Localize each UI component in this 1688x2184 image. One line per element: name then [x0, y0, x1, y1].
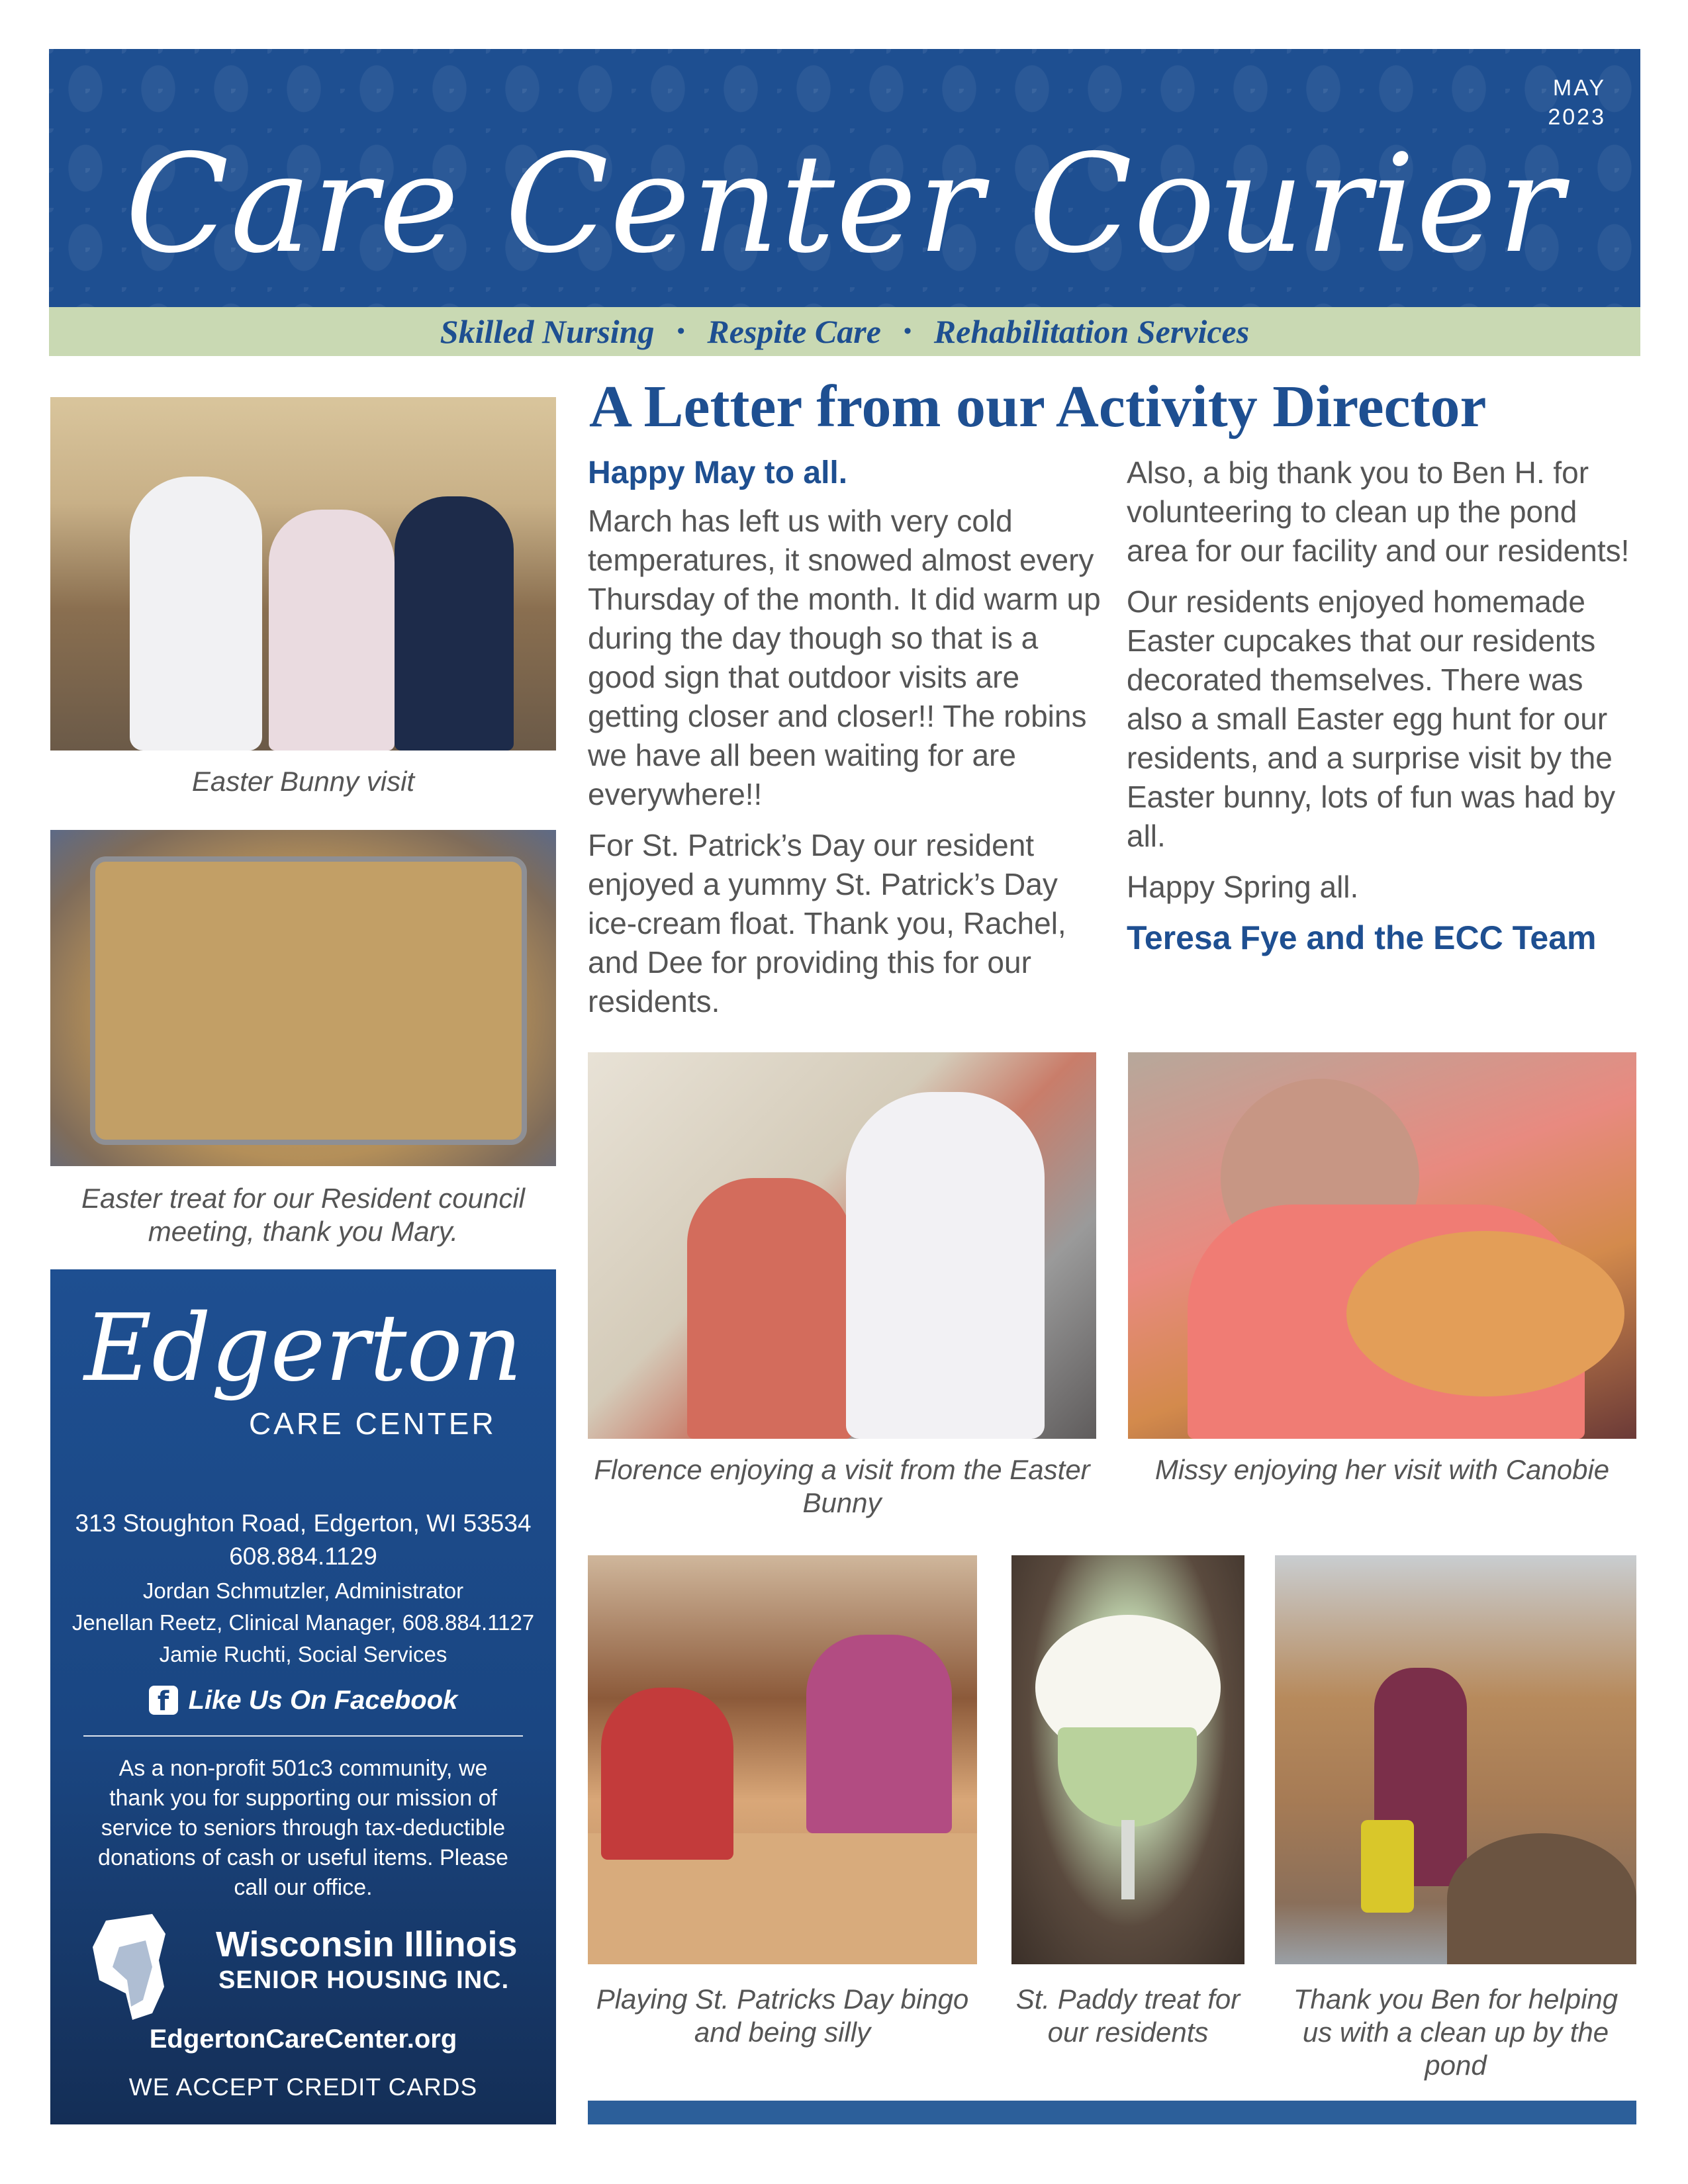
- letter-title: A Letter from our Activity Director: [589, 374, 1487, 439]
- facebook-icon: f: [149, 1686, 178, 1715]
- divider: [83, 1735, 523, 1737]
- photo-bingo: [588, 1555, 977, 1964]
- letter-paragraph: Also, a big thank you to Ben H. for volunteering to clean up the pond area for our facility and our residents!: [1127, 455, 1630, 568]
- issue-year: 2023: [1548, 105, 1606, 130]
- photo-easter-bunny-visit: [50, 397, 556, 751]
- photo-st-paddy-treat: [1011, 1555, 1244, 1964]
- wisconsin-illinois-map-icon: [79, 1907, 199, 2026]
- phone: 608.884.1129: [229, 1543, 377, 1570]
- contact-sidebar: [50, 1269, 556, 2124]
- letter-paragraph: March has left us with very cold temperatures, it snowed almost every Thursday of the month. It did warm up during the day though so that is a good sign that outdoor visits are getting closer and closer!! The robins we have all been waiting for are everywhere!!: [588, 504, 1101, 811]
- org-name: Wisconsin Illinois: [216, 1925, 518, 1964]
- issue-month: MAY: [1552, 75, 1606, 101]
- caption-st-paddy: St. Paddy treat for our residents: [1015, 1983, 1241, 2048]
- photo-easter-treat: [50, 830, 556, 1166]
- bullet-icon: •: [903, 319, 912, 343]
- photo-missy: [1128, 1052, 1636, 1439]
- caption-ben: Thank you Ben for helping us with a clean up by the pond: [1293, 1983, 1618, 2081]
- credit-card-note: WE ACCEPT CREDIT CARDS: [128, 2073, 478, 2101]
- caption-easter-treat: Easter treat for our Resident council meeting, thank you Mary.: [81, 1183, 525, 1247]
- services-bar: [49, 307, 1640, 356]
- letter-greeting: Happy May to all.: [588, 455, 848, 490]
- service-skilled-nursing: Skilled Nursing: [440, 313, 655, 350]
- social-services: Jamie Ruchti, Social Services: [159, 1642, 447, 1666]
- bullet-icon: •: [677, 319, 685, 343]
- newsletter-title: Care Center Courier: [125, 126, 1564, 283]
- photo-florence: [588, 1052, 1096, 1439]
- caption-bingo: Playing St. Patricks Day bingo and being silly: [596, 1983, 969, 2048]
- clinical-manager: Jenellan Reetz, Clinical Manager, 608.884.1127: [71, 1610, 535, 1635]
- website-link[interactable]: EdgertonCareCenter.org: [149, 2025, 457, 2054]
- facebook-label: Like Us On Facebook: [188, 1686, 458, 1715]
- brand-name: Edgerton: [84, 1295, 522, 1402]
- brand-subtitle: CARE CENTER: [249, 1406, 496, 1441]
- letter-paragraph: Happy Spring all.: [1127, 870, 1359, 904]
- address: 313 Stoughton Road, Edgerton, WI 53534: [75, 1510, 532, 1537]
- letter-signature: Teresa Fye and the ECC Team: [1127, 919, 1597, 956]
- photo-ben-cleanup: [1275, 1555, 1636, 1964]
- facebook-link[interactable]: [50, 1684, 556, 1717]
- footer-bar: [588, 2101, 1636, 2124]
- service-rehabilitation: Rehabilitation Services: [933, 313, 1250, 350]
- nonprofit-note: As a non-profit 501c3 community, we thank you for supporting our mission of service to seniors through tax-deductible donations of cash or useful items. Please call our office.: [98, 1756, 508, 1900]
- caption-easter-bunny: Easter Bunny visit: [191, 766, 415, 797]
- letter-paragraph: For St. Patrick’s Day our resident enjoyed a yummy St. Patrick’s Day ice-cream float. Thank you, Rachel, and Dee for providing this for our residents.: [588, 828, 1066, 1019]
- masthead: [49, 49, 1640, 307]
- letter-column-2: [1127, 453, 1643, 970]
- letter-column-1: [588, 453, 1111, 1033]
- caption-florence: Florence enjoying a visit from the Easter Bunny: [594, 1454, 1090, 1518]
- letter-paragraph: Our residents enjoyed homemade Easter cupcakes that our residents decorated themselves. There was also a small Easter egg hunt for our residents, and a surprise visit by the Easter bunny, lots of fun was had by all.: [1127, 584, 1616, 853]
- administrator: Jordan Schmutzler, Administrator: [142, 1578, 464, 1603]
- caption-missy: Missy enjoying her visit with Canobie: [1154, 1454, 1610, 1485]
- org-subname: SENIOR HOUSING INC.: [218, 1966, 510, 1994]
- service-respite-care: Respite Care: [707, 313, 881, 350]
